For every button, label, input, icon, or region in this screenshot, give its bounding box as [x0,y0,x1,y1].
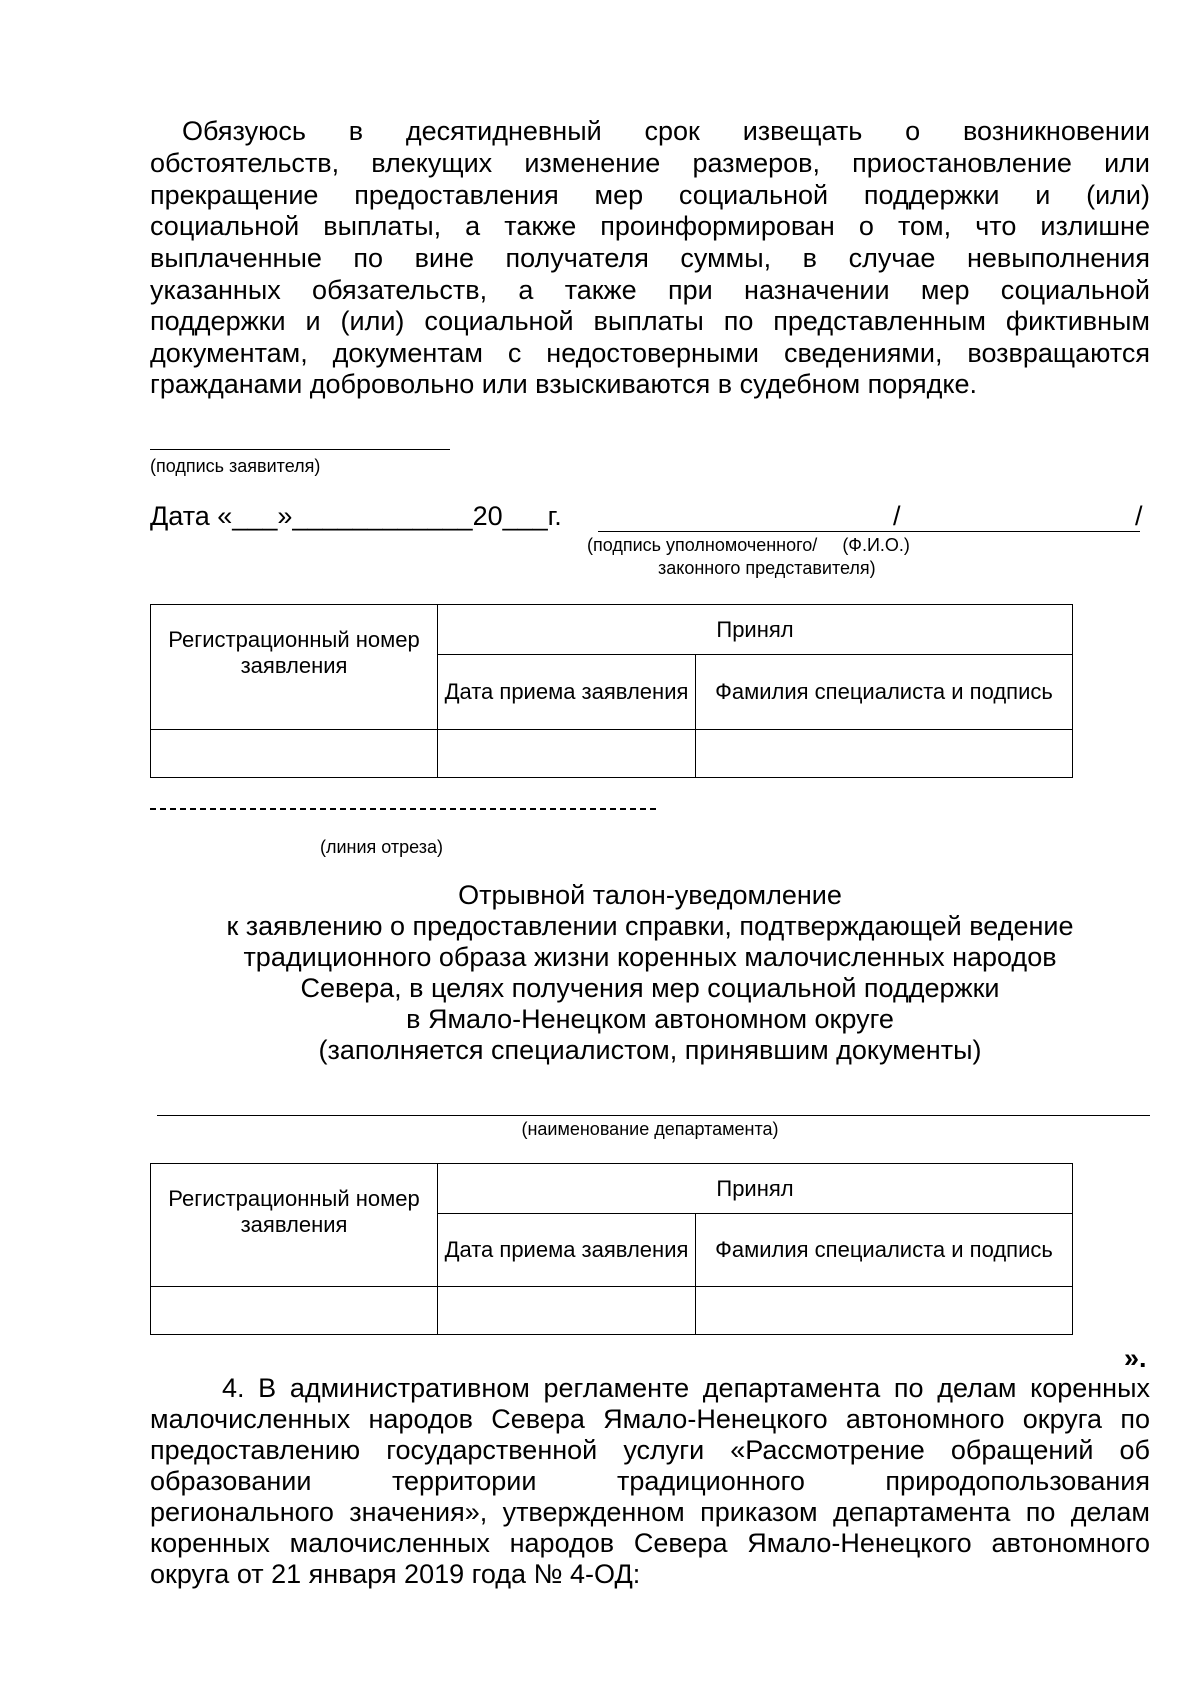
paragraph-line: малочисленных народов Севера Ямало-Ненецкого автономного округа по [150,1404,1150,1434]
date-received-header: Дата приема заявления [438,655,696,730]
representative-caption: (подпись уполномоченного/ (Ф.И.О.) [587,535,910,555]
slash-separator: / [1135,501,1143,531]
paragraph-line: округа от 21 января 2019 года № 4-ОД: [150,1559,641,1589]
specialist-cell[interactable] [696,730,1073,778]
obligation-line: поддержки и (или) социальной выплаты по представленным фиктивным [150,306,1150,336]
obligation-line: Обязуюсь в десятидневный срок извещать о возникновении [182,116,1150,146]
tear-off-title-line: традиционного образа жизни коренных малочисленных народов [243,942,1057,972]
obligation-line: обстоятельств, влекущих изменение размеров, приостановление или [150,148,1150,178]
representative-caption: законного представителя) [658,558,876,578]
obligation-line: документам, документам с недостоверными сведениями, возвращаются [150,338,1150,368]
tear-off-title-line: к заявлению о предоставлении справки, подтверждающей ведение [226,911,1074,941]
reg-number-header: Регистрационный номер заявления [151,605,438,730]
paragraph-line: 4. В административном регламенте департамента по делам коренных [222,1373,1150,1403]
applicant-signature-caption: (подпись заявителя) [150,456,321,476]
paragraph-line: предоставлению государственной услуги «Рассмотрение обращений об [150,1435,1150,1465]
specialist-cell[interactable] [696,1287,1073,1335]
tear-off-title-line: (заполняется специалистом, принявшим документы) [318,1035,982,1065]
accepted-header: Принял [438,1164,1073,1214]
slash-separator: / [893,501,901,531]
tear-off-title-line: Отрывной талон-уведомление [458,880,842,910]
obligation-line: социальной выплаты, а также проинформирован о том, что излишне [150,211,1150,241]
applicant-signature-line [150,449,450,450]
obligation-line: выплаченные по вине получателя суммы, в случае невыполнения [150,243,1150,273]
paragraph-line: образовании территории традиционного природопользования [150,1466,1150,1496]
tear-off-title-line: Севера, в целях получения мер социальной поддержки [300,973,1000,1003]
closing-quote: ». [1124,1343,1147,1373]
obligation-line: указанных обязательств, а также при назначении мер социальной [150,275,1150,305]
date-received-cell[interactable] [438,730,696,778]
registration-table [150,604,1073,778]
reg-number-header: Регистрационный номер заявления [151,1164,438,1287]
tear-off-title-line: в Ямало-Ненецком автономном округе [406,1004,894,1034]
cut-line-caption: (линия отреза) [320,837,444,857]
date-received-cell[interactable] [438,1287,696,1335]
paragraph-line: регионального значения», утвержденном приказом департамента по делам [150,1497,1150,1527]
cut-line [150,808,656,810]
date-received-header: Дата приема заявления [438,1214,696,1287]
paragraph-line: коренных малочисленных народов Севера Ямало-Ненецкого автономного [150,1528,1150,1558]
department-caption: (наименование департамента) [521,1119,779,1139]
reg-number-cell[interactable] [151,1287,438,1335]
registration-table [150,1163,1073,1335]
specialist-header: Фамилия специалиста и подпись [696,655,1073,730]
date-field: Дата «___»____________20___г. [150,501,562,531]
obligation-line: гражданами добровольно или взыскиваются в судебном порядке. [150,369,978,399]
reg-number-cell[interactable] [151,730,438,778]
accepted-header: Принял [438,605,1073,655]
obligation-line: прекращение предоставления мер социальной поддержки и (или) [150,180,1150,210]
specialist-header: Фамилия специалиста и подпись [696,1214,1073,1287]
representative-signature-line [598,531,1140,532]
department-line [157,1115,1150,1116]
